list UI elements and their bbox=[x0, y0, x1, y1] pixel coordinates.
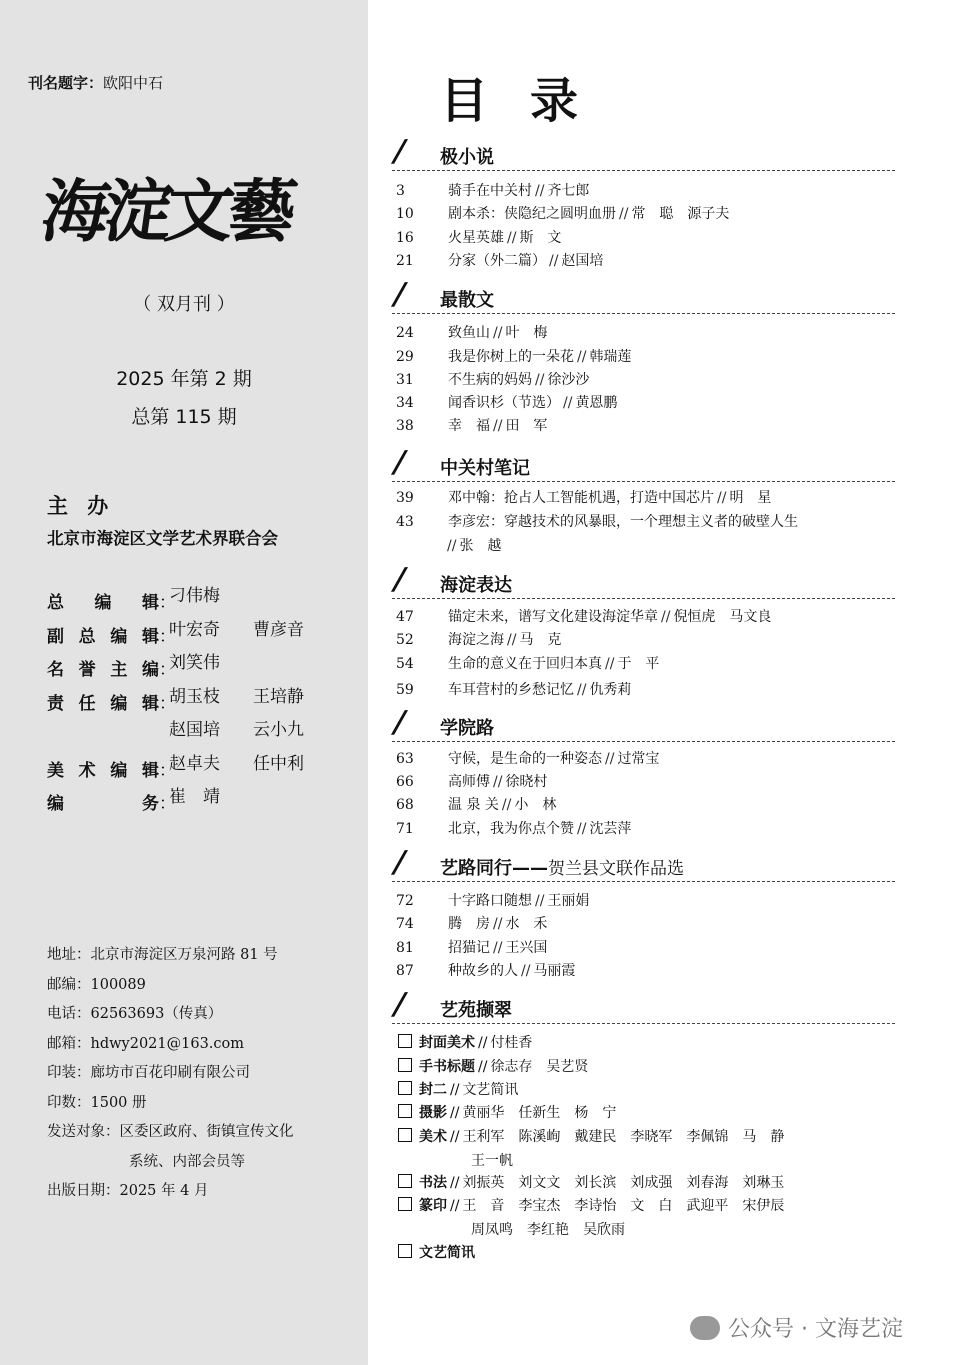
section-header bbox=[389, 987, 895, 1024]
calligraphy-label: 刊名题字： bbox=[28, 74, 104, 92]
article-author: 赵国培 bbox=[561, 253, 604, 269]
section-header bbox=[389, 705, 895, 742]
editor-name: 刁伟梅 bbox=[169, 586, 220, 606]
separator: // bbox=[577, 821, 587, 837]
art-credit bbox=[398, 1032, 532, 1052]
editor-name: 刘笑伟 bbox=[169, 653, 220, 673]
issue-info bbox=[0, 360, 368, 436]
editor-names bbox=[165, 614, 337, 648]
art-credit bbox=[398, 1195, 784, 1239]
article-title: 温 泉 关 bbox=[448, 797, 499, 813]
editor-role-char: 编 bbox=[94, 593, 112, 613]
editor-role-char: 名 bbox=[47, 660, 64, 680]
separator: // bbox=[450, 1198, 460, 1214]
toc-entry[interactable] bbox=[396, 748, 916, 768]
editor-role-char: 编 bbox=[110, 693, 128, 714]
editor-name: 崔 靖 bbox=[169, 787, 220, 807]
editor-role-char: 辑 bbox=[141, 626, 159, 647]
editor-name: 云小九 bbox=[253, 720, 304, 740]
toc-entry[interactable] bbox=[396, 937, 916, 957]
host-label: 主 办 bbox=[47, 494, 115, 518]
page-number: 16 bbox=[396, 230, 414, 246]
toc-entry[interactable] bbox=[396, 629, 916, 649]
toc-entry[interactable] bbox=[396, 653, 916, 673]
editor-colon: ： bbox=[159, 794, 176, 814]
art-label: 封二 bbox=[419, 1082, 447, 1098]
art-credit bbox=[398, 1242, 475, 1262]
art-label: 文艺简讯 bbox=[419, 1245, 475, 1261]
checkbox-square-icon bbox=[398, 1081, 412, 1095]
contact-line: 邮编：100089 bbox=[47, 976, 146, 993]
page-number: 3 bbox=[396, 183, 405, 199]
separator: // bbox=[493, 325, 503, 341]
checkbox-square-icon bbox=[398, 1128, 412, 1142]
calligraphy-credit bbox=[28, 72, 163, 93]
section-title-text: 学院路 bbox=[440, 718, 494, 739]
art-credit bbox=[398, 1102, 616, 1122]
separator: // bbox=[450, 1105, 460, 1121]
article-author: 韩瑞莲 bbox=[589, 349, 632, 365]
art-author: 王利军 陈溪峋 戴建民 李晓军 李佩锦 马 静 bbox=[462, 1129, 785, 1145]
editor-role bbox=[47, 789, 159, 814]
article-author: 王丽娟 bbox=[547, 893, 590, 909]
art-author: 徐志存 吴艺贤 bbox=[490, 1059, 589, 1075]
section-header bbox=[389, 445, 895, 482]
editor-role-char: 主 bbox=[110, 660, 128, 680]
separator: // bbox=[478, 1035, 488, 1051]
article-title: 火星英雄 bbox=[448, 230, 504, 246]
article-title: 幸 福 bbox=[448, 418, 490, 434]
page-number: 71 bbox=[396, 821, 414, 837]
editor-role-char: 副 bbox=[47, 626, 64, 647]
page-number: 34 bbox=[396, 395, 414, 411]
slash-icon: / bbox=[389, 277, 410, 312]
editor-names bbox=[165, 714, 337, 748]
separator: // bbox=[549, 253, 559, 269]
host-org: 北京市海淀区文学艺术界联合会 bbox=[47, 529, 278, 548]
article-title: 十字路口随想 bbox=[448, 893, 532, 909]
watermark-text: 公众号 · 文海艺淀 bbox=[728, 1317, 903, 1342]
art-label: 封面美术 bbox=[419, 1035, 475, 1051]
checkbox-square-icon bbox=[398, 1104, 412, 1118]
calligraphy-name: 欧阳中石 bbox=[103, 74, 164, 92]
slash-icon: / bbox=[389, 445, 410, 480]
editor-role-char: 辑 bbox=[141, 760, 159, 781]
page-number: 24 bbox=[396, 325, 414, 341]
toc-entry[interactable] bbox=[396, 794, 916, 814]
art-label: 书法 bbox=[419, 1175, 447, 1191]
editor-role-char: 编 bbox=[141, 660, 159, 680]
editor-role-char: 务 bbox=[142, 794, 159, 814]
entry-continuation bbox=[396, 535, 916, 555]
toc-entry[interactable] bbox=[396, 250, 916, 270]
separator: // bbox=[605, 656, 615, 672]
art-label: 手书标题 bbox=[419, 1059, 475, 1075]
section-title bbox=[440, 571, 512, 597]
contact-line: 邮箱：hdwy2021@163.com bbox=[47, 1035, 245, 1052]
page-number: 59 bbox=[396, 682, 414, 698]
editor-row bbox=[47, 789, 347, 823]
section-header bbox=[389, 562, 895, 599]
article-title: 海淀之海 bbox=[448, 632, 504, 648]
article-author: 田 军 bbox=[505, 418, 548, 434]
separator: // bbox=[493, 940, 503, 956]
section-title-text: 中关村笔记 bbox=[440, 458, 530, 479]
page-number: 47 bbox=[396, 609, 414, 625]
editor-colon: ： bbox=[159, 593, 176, 613]
editor-colon: ： bbox=[159, 693, 176, 714]
page-number: 87 bbox=[396, 963, 414, 979]
toc-entry[interactable] bbox=[396, 913, 916, 933]
contact-line: 印数：1500 册 bbox=[47, 1094, 147, 1111]
article-author: 徐晓村 bbox=[505, 774, 548, 790]
editor-role-char: 辑 bbox=[142, 593, 159, 613]
separator: // bbox=[521, 963, 531, 979]
checkbox-square-icon bbox=[398, 1058, 412, 1072]
editor-name: 曹彦音 bbox=[253, 619, 304, 640]
separator: // bbox=[535, 372, 545, 388]
editor-names bbox=[165, 748, 337, 782]
editor-name: 赵国培 bbox=[169, 720, 220, 740]
article-title: 剧本杀：侠隐纪之圆明血册 bbox=[448, 206, 616, 222]
separator: // bbox=[501, 797, 512, 813]
article-title: 闻香识杉（节选） bbox=[448, 395, 560, 411]
editor-name: 王培静 bbox=[253, 686, 304, 707]
section-title bbox=[440, 454, 530, 480]
article-author: 徐沙沙 bbox=[547, 372, 590, 388]
checkbox-square-icon bbox=[398, 1197, 412, 1211]
toc-entry[interactable] bbox=[396, 487, 916, 507]
magazine-logo: 海淀文藝 bbox=[36, 172, 296, 252]
separator: // bbox=[450, 1082, 460, 1098]
editor-role-char: 术 bbox=[78, 760, 96, 781]
checkbox-square-icon bbox=[398, 1244, 412, 1258]
page-number: 21 bbox=[396, 253, 414, 269]
editor-names bbox=[165, 681, 337, 715]
separator: // bbox=[507, 632, 517, 648]
article-title: 分家（外二篇） bbox=[448, 253, 546, 269]
editor-role-char: 责 bbox=[47, 693, 64, 714]
separator: // bbox=[661, 609, 671, 625]
article-author: 常 聪 源子夫 bbox=[631, 206, 730, 222]
editor-names bbox=[165, 781, 253, 815]
editor-role-char: 任 bbox=[78, 693, 96, 714]
editor-colon: ： bbox=[159, 760, 176, 781]
slash-icon: / bbox=[389, 562, 410, 597]
frequency: （ 双月刊 ） bbox=[133, 294, 235, 315]
page-number: 68 bbox=[396, 797, 414, 813]
contact-line: 系统、内部会员等 bbox=[129, 1153, 245, 1170]
contact-line: 印装：廊坊市百花印刷有限公司 bbox=[47, 1065, 250, 1081]
editor-role bbox=[47, 622, 159, 647]
article-title: 北京，我为你点个赞 bbox=[448, 821, 574, 837]
article-author: 张 越 bbox=[459, 538, 502, 554]
section-title-text: 艺苑撷翠 bbox=[440, 1000, 512, 1021]
separator: // bbox=[507, 230, 517, 246]
section-title bbox=[440, 996, 512, 1022]
separator: // bbox=[493, 418, 503, 434]
section-title bbox=[440, 854, 684, 880]
separator: // bbox=[619, 206, 629, 222]
article-author: 马丽霞 bbox=[533, 963, 576, 979]
section-title bbox=[440, 286, 494, 312]
toc-entry[interactable] bbox=[396, 415, 916, 435]
separator: // bbox=[450, 1175, 460, 1191]
editor-role-char: 总 bbox=[47, 593, 64, 613]
art-credit bbox=[398, 1056, 588, 1076]
article-title: 车耳营村的乡愁记忆 bbox=[448, 682, 574, 698]
page-number: 72 bbox=[396, 893, 414, 909]
article-author: 马 克 bbox=[519, 632, 562, 648]
editor-role bbox=[47, 588, 159, 613]
article-title: 种故乡的人 bbox=[448, 963, 518, 979]
article-title: 我是你树上的一朵花 bbox=[448, 349, 574, 365]
toc-entry[interactable] bbox=[396, 203, 916, 223]
editor-name: 任中利 bbox=[253, 753, 304, 774]
toc-entry[interactable] bbox=[396, 511, 916, 555]
separator: // bbox=[717, 490, 727, 506]
separator: // bbox=[577, 349, 587, 365]
section-subtitle: 贺兰县文联作品选 bbox=[548, 859, 684, 879]
art-author: 文艺简讯 bbox=[462, 1082, 519, 1098]
article-title: 招猫记 bbox=[448, 940, 490, 956]
section-title-text: 艺路同行—— bbox=[440, 858, 548, 879]
article-author: 齐七郎 bbox=[547, 183, 590, 199]
editor-names bbox=[165, 647, 253, 681]
article-title: 致鱼山 bbox=[448, 325, 490, 341]
editor-colon: ： bbox=[159, 626, 176, 647]
contact-line: 发送对象：区委区政府、街镇宣传文化 bbox=[47, 1124, 294, 1140]
article-author: 黄恩鹏 bbox=[575, 395, 618, 411]
article-title: 邓中翰：抢占人工智能机遇，打造中国芯片 bbox=[448, 490, 714, 506]
separator: // bbox=[535, 183, 545, 199]
separator: // bbox=[478, 1059, 488, 1075]
page-number: 10 bbox=[396, 206, 414, 222]
section-title-text: 海淀表达 bbox=[440, 575, 512, 596]
toc-entry[interactable] bbox=[396, 606, 916, 626]
contact-info bbox=[47, 943, 294, 1209]
editor-name: 叶宏奇 bbox=[169, 619, 220, 640]
art-author: 付桂香 bbox=[490, 1035, 533, 1051]
toc-entry[interactable] bbox=[396, 890, 916, 910]
issue-total: 总第 115 期 bbox=[131, 406, 237, 428]
separator: // bbox=[577, 682, 587, 698]
editor-list bbox=[47, 588, 347, 823]
page-number: 81 bbox=[396, 940, 414, 956]
section-header bbox=[389, 134, 895, 171]
art-author: 刘振英 刘文文 刘长滨 刘成强 刘春海 刘琳玉 bbox=[462, 1175, 785, 1191]
separator: // bbox=[605, 751, 615, 767]
article-author: 倪恒虎 马文良 bbox=[673, 609, 772, 625]
art-label: 摄影 bbox=[419, 1105, 447, 1121]
editor-role-char: 编 bbox=[110, 760, 128, 781]
editor-role-char: 美 bbox=[47, 760, 64, 781]
article-author: 王兴国 bbox=[505, 940, 548, 956]
slash-icon: / bbox=[389, 987, 410, 1022]
article-title: 不生病的妈妈 bbox=[448, 372, 532, 388]
article-author: 仇秀莉 bbox=[589, 682, 632, 698]
page-number: 66 bbox=[396, 774, 414, 790]
slash-icon: / bbox=[389, 134, 410, 169]
section-header bbox=[389, 277, 895, 314]
article-title: 生命的意义在于回归本真 bbox=[448, 656, 602, 672]
page-number: 52 bbox=[396, 632, 414, 648]
art-label: 美术 bbox=[419, 1129, 447, 1145]
article-author: 小 林 bbox=[514, 797, 557, 813]
editor-name: 赵卓夫 bbox=[169, 753, 220, 774]
art-label: 篆印 bbox=[419, 1198, 447, 1214]
wechat-icon bbox=[690, 1316, 720, 1340]
toc-entry[interactable] bbox=[396, 771, 916, 791]
masthead-panel bbox=[0, 0, 368, 1365]
editor-role bbox=[47, 756, 159, 781]
section-title-text: 最散文 bbox=[440, 290, 494, 311]
slash-icon: / bbox=[389, 845, 410, 880]
toc-entry[interactable] bbox=[396, 960, 916, 980]
checkbox-square-icon bbox=[398, 1034, 412, 1048]
page-number: 29 bbox=[396, 349, 414, 365]
art-author-cont: 周凤鸣 李红艳 吴欣雨 bbox=[471, 1222, 625, 1238]
editor-name: 胡玉枝 bbox=[169, 686, 220, 707]
art-author: 黄丽华 任新生 杨 宁 bbox=[462, 1105, 617, 1121]
separator: // bbox=[447, 538, 457, 554]
art-credit bbox=[398, 1079, 518, 1099]
article-title: 守候，是生命的一种姿态 bbox=[448, 751, 602, 767]
toc-title: 目录 bbox=[440, 73, 621, 129]
editor-role bbox=[47, 655, 159, 680]
section-header bbox=[389, 845, 895, 882]
art-credit bbox=[398, 1172, 784, 1192]
article-author: 于 平 bbox=[617, 656, 660, 672]
article-title: 骑手在中关村 bbox=[448, 183, 532, 199]
editor-role-char: 编 bbox=[110, 626, 128, 647]
editor-role-char: 总 bbox=[78, 626, 96, 647]
editor-role bbox=[47, 689, 159, 714]
article-title: 锚定未来，谱写文化建设海淀华章 bbox=[448, 609, 658, 625]
toc-entry[interactable] bbox=[396, 227, 916, 247]
toc-entry[interactable] bbox=[396, 679, 916, 699]
toc-entry[interactable] bbox=[396, 346, 916, 366]
page-number: 39 bbox=[396, 490, 414, 506]
contact-line: 出版日期：2025 年 4 月 bbox=[47, 1183, 209, 1199]
article-author: 叶 梅 bbox=[505, 325, 548, 341]
editor-role-char: 编 bbox=[47, 794, 64, 814]
art-author: 王 音 李宝杰 李诗怡 文 白 武迎平 宋伊辰 bbox=[462, 1198, 785, 1214]
checkbox-square-icon bbox=[398, 1174, 412, 1188]
toc-entry[interactable] bbox=[396, 818, 916, 838]
issue-line: 2025 年第 2 期 bbox=[116, 368, 252, 390]
section-title bbox=[440, 143, 494, 169]
article-title: 高师傅 bbox=[448, 774, 490, 790]
article-author: 水 禾 bbox=[505, 916, 548, 932]
art-author-cont: 王一帆 bbox=[471, 1153, 513, 1169]
editor-role-char: 辑 bbox=[141, 693, 159, 714]
art-credit bbox=[398, 1126, 784, 1170]
slash-icon: / bbox=[389, 705, 410, 740]
separator: // bbox=[493, 916, 503, 932]
toc-entry[interactable] bbox=[396, 180, 916, 200]
page-number: 74 bbox=[396, 916, 414, 932]
page-number: 38 bbox=[396, 418, 414, 434]
contact-line: 电话：62563693（传真） bbox=[47, 1006, 223, 1022]
toc-entry[interactable] bbox=[396, 322, 916, 342]
article-author: 斯 文 bbox=[519, 230, 562, 246]
editor-colon: ： bbox=[159, 660, 176, 680]
article-author: 明 星 bbox=[729, 490, 772, 506]
section-title-text: 极小说 bbox=[440, 147, 494, 168]
separator: // bbox=[535, 893, 545, 909]
page-number: 43 bbox=[396, 514, 414, 530]
separator: // bbox=[563, 395, 573, 411]
section-title bbox=[440, 714, 494, 740]
article-author: 沈芸萍 bbox=[589, 821, 632, 837]
article-title: 腾 房 bbox=[448, 916, 490, 932]
article-author: 过常宝 bbox=[617, 751, 660, 767]
article-title: 李彦宏：穿越技术的风暴眼，一个理想主义者的破壁人生 bbox=[448, 514, 798, 530]
editor-names bbox=[165, 580, 253, 614]
page-number: 31 bbox=[396, 372, 414, 388]
page-number: 63 bbox=[396, 751, 414, 767]
editor-role-char: 誉 bbox=[78, 660, 96, 680]
toc-entry[interactable] bbox=[396, 392, 916, 412]
contact-line: 地址：北京市海淀区万泉河路 81 号 bbox=[47, 947, 278, 963]
separator: // bbox=[450, 1129, 460, 1145]
toc-entry[interactable] bbox=[396, 369, 916, 389]
watermark bbox=[690, 1312, 903, 1343]
page-number: 54 bbox=[396, 656, 414, 672]
separator: // bbox=[493, 774, 503, 790]
